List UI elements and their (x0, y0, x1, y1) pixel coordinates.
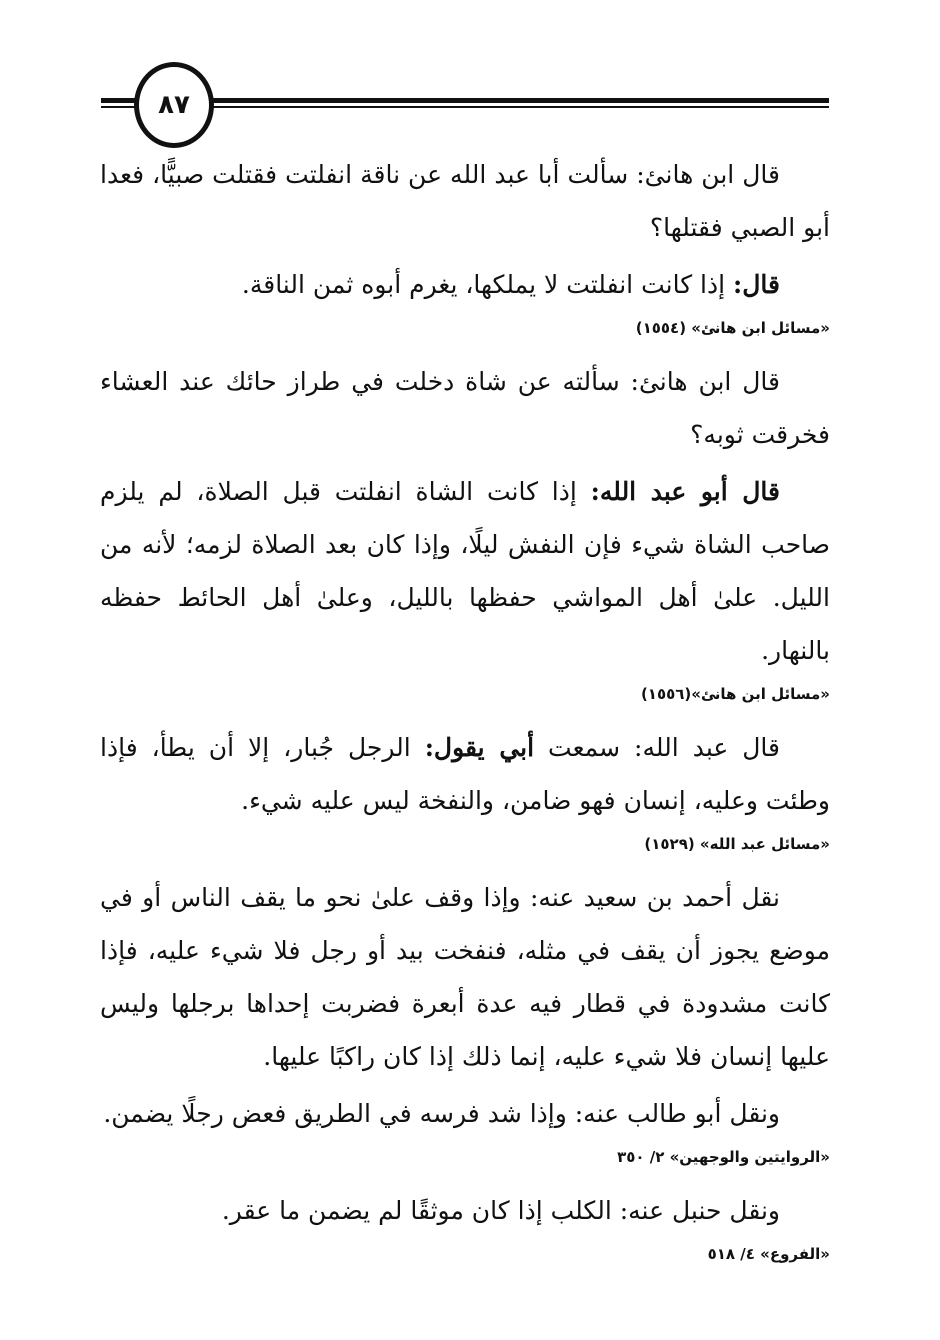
paragraph (100, 465, 830, 677)
paragraph: قال ابن هانئ: سألته عن شاة دخلت في طراز حائك عند العشاء فخرقت ثوبه؟ (100, 367, 830, 449)
paragraph-text: إذا كانت انفلتت لا يملكها، يغرم أبوه ثمن الناقة. (241, 270, 734, 299)
page-body (100, 148, 830, 1281)
speaker-label: قال: (733, 270, 780, 299)
page-header (0, 62, 940, 152)
paragraph (100, 258, 830, 311)
speaker-label: أبي يقول: (424, 733, 535, 762)
paragraph-text: إذا كانت الشاة انفلتت قبل الصلاة، لم يلزم صاحب الشاة شيء فإن النفش ليلًا، وإذا كان بعد الصلاة لزمه؛ لأنه من الليل. علىٰ أهل المواشي حفظها بالليل، وعلىٰ أهل الحائط حفظه بالنهار. (100, 477, 830, 665)
citation: «مسائل ابن هانئ»(١٥٥٦) (640, 685, 830, 703)
paragraph: ونقل حنبل عنه: الكلب إذا كان موثقًا لم يضمن ما عقر. (221, 1196, 780, 1225)
paragraph-text: الرجل جُبار، إلا أن يطأ، فإذا وطئت وعليه، إنسان فهو ضامن، والنفخة ليس عليه شيء. (100, 733, 830, 815)
speaker-label: قال أبو عبد الله: (590, 477, 781, 506)
paragraph: ونقل أبو طالب عنه: وإذا شد فرسه في الطريق فعض رجلًا يضمن. (103, 1099, 780, 1128)
citation: «مسائل ابن هانئ» (١٥٥٤) (635, 319, 830, 337)
paragraph (100, 721, 830, 827)
citation: «الروايتين والوجهين» ٢/ ٣٥٠ (617, 1148, 830, 1166)
citation: «مسائل عبد الله» (١٥٢٩) (644, 835, 830, 853)
page-number: ٨٧ (134, 62, 214, 148)
paragraph: نقل أحمد بن سعيد عنه: وإذا وقف علىٰ نحو ما يقف الناس أو في موضع يجوز أن يقف في مثله، فنفخت بيد أو رجل فلا شيء عليه، فإذا كانت مشدودة في قطار فيه عدة أبعرة فضربت إحداها برجلها وليس عليها إنسان فلا شيء عليه، إنما ذلك إذا كان راكبًا عليها. (100, 883, 830, 1071)
citation: «الفروع» ٤/ ٥١٨ (707, 1245, 830, 1263)
paragraph: قال ابن هانئ: سألت أبا عبد الله عن ناقة انفلتت فقتلت صبيًّا، فعدا أبو الصبي فقتلها؟ (100, 160, 830, 242)
paragraph-text: قال عبد الله: سمعت (534, 733, 780, 762)
